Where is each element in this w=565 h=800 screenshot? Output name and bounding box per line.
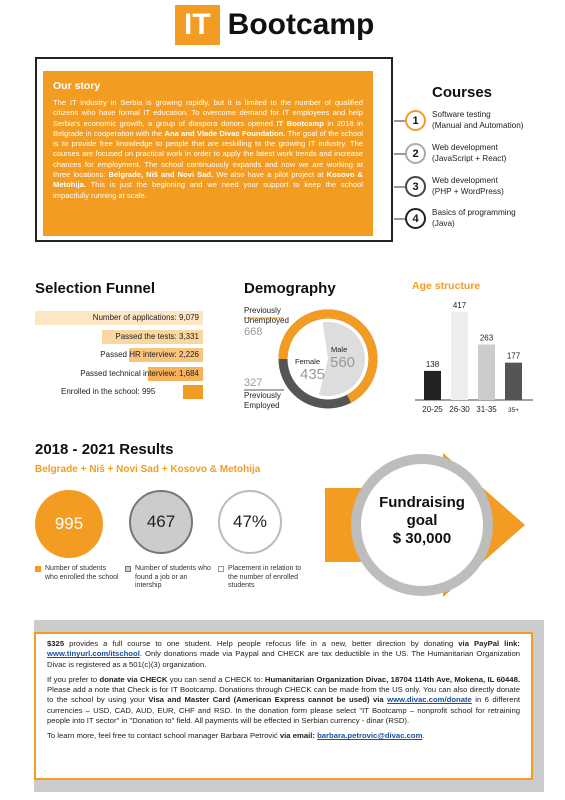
course-detail: (Manual and Automation) xyxy=(432,120,524,130)
legend-employed-swatch xyxy=(125,566,131,572)
donation-text: you can send a CHECK to: xyxy=(167,674,265,684)
fundraising-line: Fundraising xyxy=(379,494,465,511)
male-value: 560 xyxy=(330,354,356,371)
age-bar xyxy=(424,371,441,400)
donation-bold: via PayPal link: xyxy=(458,639,520,648)
story-section xyxy=(43,71,373,236)
unemployed-label xyxy=(244,306,289,325)
donation-text: provides a full course to one student. Help people refocus life in a new, better direction by donating xyxy=(64,639,459,648)
courses-heading: Courses xyxy=(432,84,493,101)
unemployed-label-line: Previously xyxy=(244,306,281,315)
donation-bold: Humanitarian Organization Divac, 18704 114th Ave, Mokena, IL 60448. xyxy=(264,674,520,684)
contact-email-link[interactable]: barbara.petrovic@divac.com xyxy=(317,731,423,741)
fundraising-line: goal xyxy=(406,512,438,529)
funnel-label: Passed the tests: 3,331 xyxy=(115,331,199,341)
donation-text: To learn more, feel free to contact school manager Barbara Petrović xyxy=(47,731,280,741)
age-bar xyxy=(451,312,468,400)
legend-placement-swatch xyxy=(218,566,224,572)
legend-enrolled: Number of students who enrolled the school xyxy=(45,565,119,581)
male-label: Male xyxy=(331,345,348,354)
results-heading: 2018 - 2021 Results xyxy=(35,441,174,458)
divac-donate-link[interactable]: www.divac.com/donate xyxy=(387,695,472,705)
course-detail: (Java) xyxy=(432,218,455,228)
funnel-label: Enrolled in the school: 995 xyxy=(61,387,156,396)
age-bar-value: 263 xyxy=(479,333,494,343)
unemployed-label-line: Unemployed xyxy=(244,315,289,325)
age-category-label: 31-35 xyxy=(476,405,497,414)
donation-bold: donate via CHECK xyxy=(99,674,168,684)
story-text-part: The IT industry in Serbia is growing rapidly, but it is limited to the number of qualified citizens who have formal IT education. To overcome demand for IT employees and help Serbia's economic growth, a group of diaspora donors opened xyxy=(53,98,363,128)
course-item xyxy=(432,110,557,131)
paypal-link[interactable]: www.tinyurl.com/itschool xyxy=(47,649,140,659)
legend-enrolled-swatch xyxy=(35,566,41,572)
donation-bold: via email: xyxy=(279,731,318,741)
donation-paragraph-paypal xyxy=(47,639,520,670)
donation-text: . Only donations made via Paypal and CHECK are tax deductible in the US. The Humanitarian Organization Divac is registered as a 501(c)(3) organization. xyxy=(47,649,520,669)
title-text: Bootcamp xyxy=(227,8,375,41)
story-bold: Ana and Vlade Divac Foundation. xyxy=(164,128,286,138)
title-highlight: IT xyxy=(175,5,220,45)
course-item xyxy=(432,143,557,164)
course-detail: (JavaScript + React) xyxy=(432,153,507,163)
course-title: Web development xyxy=(432,176,498,185)
course-title: Web development xyxy=(432,143,498,152)
age-bar-value: 417 xyxy=(452,301,467,310)
story-bold: Kosovo & Metohija. xyxy=(53,170,364,190)
results-locations: Belgrade + Niš + Novi Sad + Kosovo & Metohija xyxy=(35,464,261,475)
unemployed-value: 668 xyxy=(244,326,263,338)
age-bar-value: 177 xyxy=(506,351,521,361)
donation-bold: Visa and Master Card (American Express cannot be used) via xyxy=(148,695,388,705)
funnel-label: Passed technical interview: 1,684 xyxy=(80,368,199,378)
donation-text: If you prefer to xyxy=(47,674,100,684)
age-bar xyxy=(505,363,522,400)
funnel-label: Passed HR interview: 2,226 xyxy=(100,350,199,359)
fundraising-goal xyxy=(352,494,492,548)
female-label: Female xyxy=(295,357,321,366)
donation-section xyxy=(34,632,533,780)
stat-employed-circle: 467 xyxy=(129,490,193,554)
funnel-label: Number of applications: 9,079 xyxy=(92,313,199,322)
age-bar xyxy=(478,344,495,400)
age-bar-value: 138 xyxy=(425,359,440,369)
course-number-badge: 4 xyxy=(405,208,426,229)
stat-placement-circle: 47% xyxy=(218,490,282,554)
legend-placement: Placement in relation to the number of enrolled students xyxy=(228,565,302,589)
story-text-part: in 2018 in Belgrade in cooperation with the xyxy=(53,118,363,138)
age-category-label: 20-25 xyxy=(422,405,443,414)
story-text-part: We also have a pilot project at xyxy=(213,170,327,180)
course-number-badge: 1 xyxy=(405,110,426,131)
employed-value: 327 xyxy=(244,377,263,389)
story-bold: IT Bootcamp xyxy=(276,118,324,128)
course-detail: (PHP + WordPress) xyxy=(432,186,504,196)
story-text-part: The goal of the school is to provide free knowledge to people that are reskilling to the growing IT industry. The courses are focused on practical work in order to apply the latest work trends and increase chances for employment. The school continuously expands and now we are working at three locations: xyxy=(53,128,363,180)
story-heading: Our story xyxy=(53,80,101,92)
legend-employed: Number of students who found a job or an intership xyxy=(135,565,211,589)
course-number-badge: 3 xyxy=(405,176,426,197)
funnel-heading: Selection Funnel xyxy=(35,280,156,297)
age-category-label: 26-30 xyxy=(449,405,470,414)
age-chart-title: Age structure xyxy=(412,280,481,292)
course-item xyxy=(432,176,557,197)
employed-label xyxy=(244,391,281,410)
course-title: Software testing xyxy=(432,110,491,119)
employed-label-line: Previously xyxy=(244,391,281,400)
employed-label-line: Employed xyxy=(244,400,280,410)
course-number-badge: 2 xyxy=(405,143,426,164)
fundraising-amount: $ 30,000 xyxy=(392,530,452,547)
funnel-bar xyxy=(183,385,203,399)
page-title xyxy=(175,5,374,45)
age-bar-chart xyxy=(415,292,535,417)
female-value: 435 xyxy=(300,366,326,383)
course-item xyxy=(432,208,557,229)
donation-text: Please add a note that Check is for IT Bootcamp. Donations through CHECK can be made from the US only. You can also directly donate to the school by using your xyxy=(47,685,520,705)
donation-paragraph-contact xyxy=(47,731,520,741)
donation-bold: $325 xyxy=(47,639,65,648)
course-title: Basics of programming xyxy=(432,208,516,217)
story-bold: Belgrade, Niš and Novi Sad. xyxy=(108,170,214,180)
demography-heading: Demography xyxy=(244,280,336,297)
donation-text: . xyxy=(422,731,425,741)
age-category-label: 35+ xyxy=(507,407,520,414)
donation-text: in 6 different currencies – USD, CAD, AUD, EUR, CHF and RSD. In the donation form please select "IT Bootcamp – nonprofit school for retraining people into IT sector" in "Donation to" field. All payments will be effected in Serbian currency - dinar (RSD). xyxy=(47,695,520,726)
story-text xyxy=(53,98,363,201)
stat-enrolled-circle: 995 xyxy=(35,490,103,558)
story-text-part: This is just the beginning and we need your support to keep the school impactfully running at scale. xyxy=(53,180,363,200)
donation-paragraph-check xyxy=(47,675,520,726)
